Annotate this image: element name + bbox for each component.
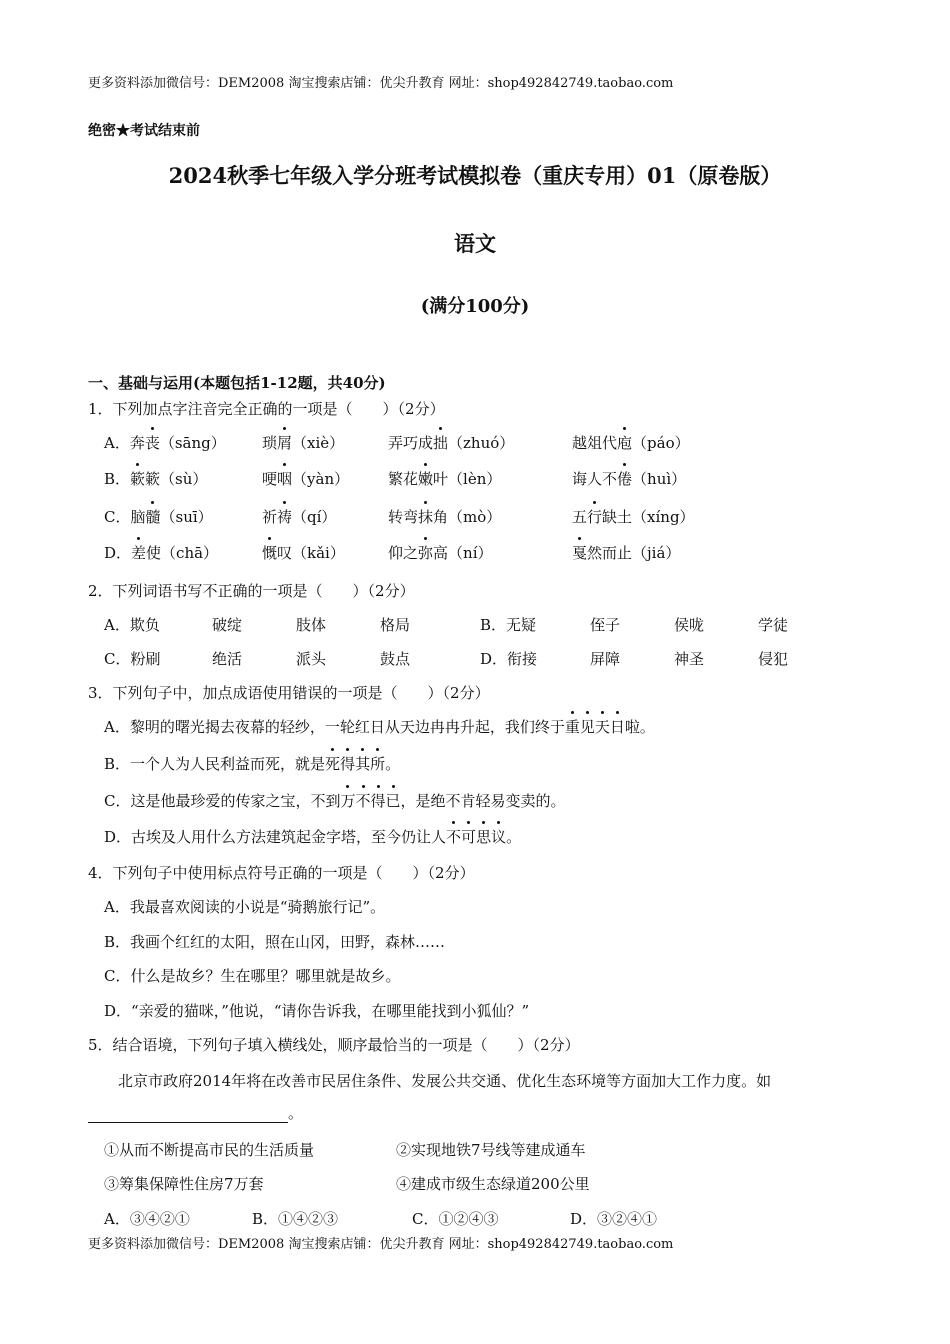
dotted-character: 拙	[433, 434, 449, 452]
question-3-option-c: C．这是他最珍爱的传家之宝，不到万不得已，是绝不肯轻易变卖的。	[104, 792, 566, 810]
question-1-option-item: 戛然而止（jiá）	[572, 544, 681, 562]
question-2-word: 屏障	[590, 650, 621, 668]
question-2-word: 格局	[380, 616, 411, 634]
question-2-word: 破绽	[212, 616, 243, 634]
question-1-option-item: 越俎代庖（páo）	[572, 434, 690, 452]
question-5-sentence-1: ①从而不断提高市民的生活质量	[104, 1141, 315, 1159]
dotted-phrase: 死得其所	[325, 755, 386, 773]
question-4-option-b: B．我画个红红的太阳，照在山冈，田野，森林……	[104, 933, 446, 951]
question-2-word: 侵犯	[758, 650, 789, 668]
question-1-option-item: A．奔丧（sāng）	[104, 434, 226, 452]
question-5-option-a: A．③④②①	[104, 1210, 190, 1228]
question-5-option-d: D．③②④①	[570, 1210, 658, 1228]
dotted-character: 屑	[277, 434, 293, 452]
question-2-word: 肢体	[296, 616, 327, 634]
question-4-option-a: A．我最喜欢阅读的小说是“骑鹅旅行记”。	[104, 898, 386, 916]
question-1-option-item: B．簌簌（sù）	[104, 470, 208, 488]
page-footer: 更多资料添加微信号：DEM2008 淘宝搜索店铺：优尖升教育 网址：shop492842749.taobao.com	[88, 1237, 674, 1252]
question-1-option-item: 弄巧成拙（zhuó）	[388, 434, 515, 452]
dotted-character: 庖	[617, 434, 633, 452]
dotted-character: 戛	[572, 544, 588, 562]
question-3-stem: 3．下列句子中，加点成语使用错误的一项是（ ）（2分）	[88, 684, 490, 702]
question-1-stem: 1．下列加点字注音完全正确的一项是（ ）（2分）	[88, 400, 445, 418]
question-5-blank-line: 。	[88, 1102, 303, 1123]
question-5-sentence-2: ②实现地铁7号线等建成通车	[396, 1141, 586, 1159]
question-2-word: 神圣	[674, 650, 705, 668]
dotted-character: 咽	[277, 470, 293, 488]
question-2-word: 绝活	[212, 650, 243, 668]
question-1-option-item: 仰之弥高（ní）	[388, 544, 493, 562]
question-4-option-d: D．“亲爱的猫咪，”他说，“请你告诉我，在哪里能找到小狐仙？”	[104, 1002, 530, 1020]
question-1-option-item: 繁花嫩叶（lèn）	[388, 470, 502, 488]
question-1-option-item: 哽咽（yàn）	[262, 470, 350, 488]
dotted-character: 髓	[145, 508, 161, 526]
question-1-option-item: C．脑髓（suī）	[104, 508, 213, 526]
question-2-word: 学徒	[758, 616, 789, 634]
confidential-label: 绝密★考试结束前	[88, 123, 200, 139]
full-score: (满分100分)	[420, 296, 530, 317]
subject-title: 语文	[454, 231, 496, 256]
question-2-word: 侄子	[590, 616, 621, 634]
section-heading: 一、基础与运用(本题包括1-12题，共40分)	[88, 374, 386, 392]
dotted-phrase: 不可思议	[446, 828, 507, 846]
question-5-sentence-3: ③筹集保障性住房7万套	[104, 1175, 264, 1193]
question-3-option-b: B．一个人为人民利益而死，就是死得其所。	[104, 755, 401, 773]
question-1-option-item: 转弯抹角（mò）	[388, 508, 502, 526]
dotted-phrase: 重见天日	[564, 718, 625, 736]
question-2-word: A．欺负	[104, 616, 160, 634]
question-1-option-item: 诲人不倦（huì）	[572, 470, 687, 488]
page-header: 更多资料添加微信号：DEM2008 淘宝搜索店铺：优尖升教育 网址：shop492842749.taobao.com	[88, 76, 674, 91]
question-2-word: B．无疑	[480, 616, 537, 634]
question-5-option-c: C．①②④③	[412, 1210, 499, 1228]
question-5-stem: 5．结合语境，下列句子填入横线处，顺序最恰当的一项是（ ）（2分）	[88, 1036, 580, 1054]
dotted-character: 行	[587, 508, 603, 526]
dotted-character: 慨	[262, 544, 278, 562]
question-1-option-item: 琐屑（xiè）	[262, 434, 345, 452]
dotted-character: 簌	[130, 470, 146, 488]
question-3-option-d: D．古埃及人用什么方法建筑起金字塔，至今仍让人不可思议。	[104, 828, 522, 846]
dotted-character: 差	[131, 544, 147, 562]
exam-title: 2024秋季七年级入学分班考试模拟卷（重庆专用）01（原卷版）	[168, 163, 782, 188]
question-1-option-item: 五行缺土（xíng）	[572, 508, 695, 526]
question-3-option-a: A．黎明的曙光揭去夜幕的轻纱，一轮红日从天边冉冉升起，我们终于重见天日啦。	[104, 718, 655, 736]
question-5-option-b: B．①④②③	[252, 1210, 339, 1228]
question-5-sentence-4: ④建成市级生态绿道200公里	[396, 1175, 590, 1193]
question-2-word: D．衔接	[480, 650, 538, 668]
question-2-word: 鼓点	[380, 650, 411, 668]
question-2-word: 派头	[296, 650, 327, 668]
question-5-passage: 北京市政府2014年将在改善市民居住条件、发展公共交通、优化生态环境等方面加大工作力度。如	[118, 1072, 772, 1090]
question-2-stem: 2．下列词语书写不正确的一项是（ ）（2分）	[88, 582, 415, 600]
question-1-option-item: D．差使（chā）	[104, 544, 219, 562]
fill-in-blank	[88, 1108, 288, 1123]
question-1-option-item: 祈祷（qí）	[262, 508, 337, 526]
question-4-option-c: C．什么是故乡？生在哪里？哪里就是故乡。	[104, 967, 401, 985]
dotted-character: 嫩	[418, 470, 434, 488]
dotted-character: 倦	[617, 470, 633, 488]
question-2-word: 侯咙	[674, 616, 705, 634]
dotted-character: 弥	[418, 544, 434, 562]
dotted-character: 抹	[418, 508, 434, 526]
question-2-word: C．粉刷	[104, 650, 161, 668]
question-4-stem: 4．下列句子中使用标点符号正确的一项是（ ）（2分）	[88, 864, 475, 882]
dotted-character: 丧	[144, 434, 160, 452]
dotted-character: 祷	[277, 508, 293, 526]
question-1-option-item: 慨叹（kǎi）	[262, 544, 345, 562]
dotted-phrase: 万不得已	[340, 792, 401, 810]
